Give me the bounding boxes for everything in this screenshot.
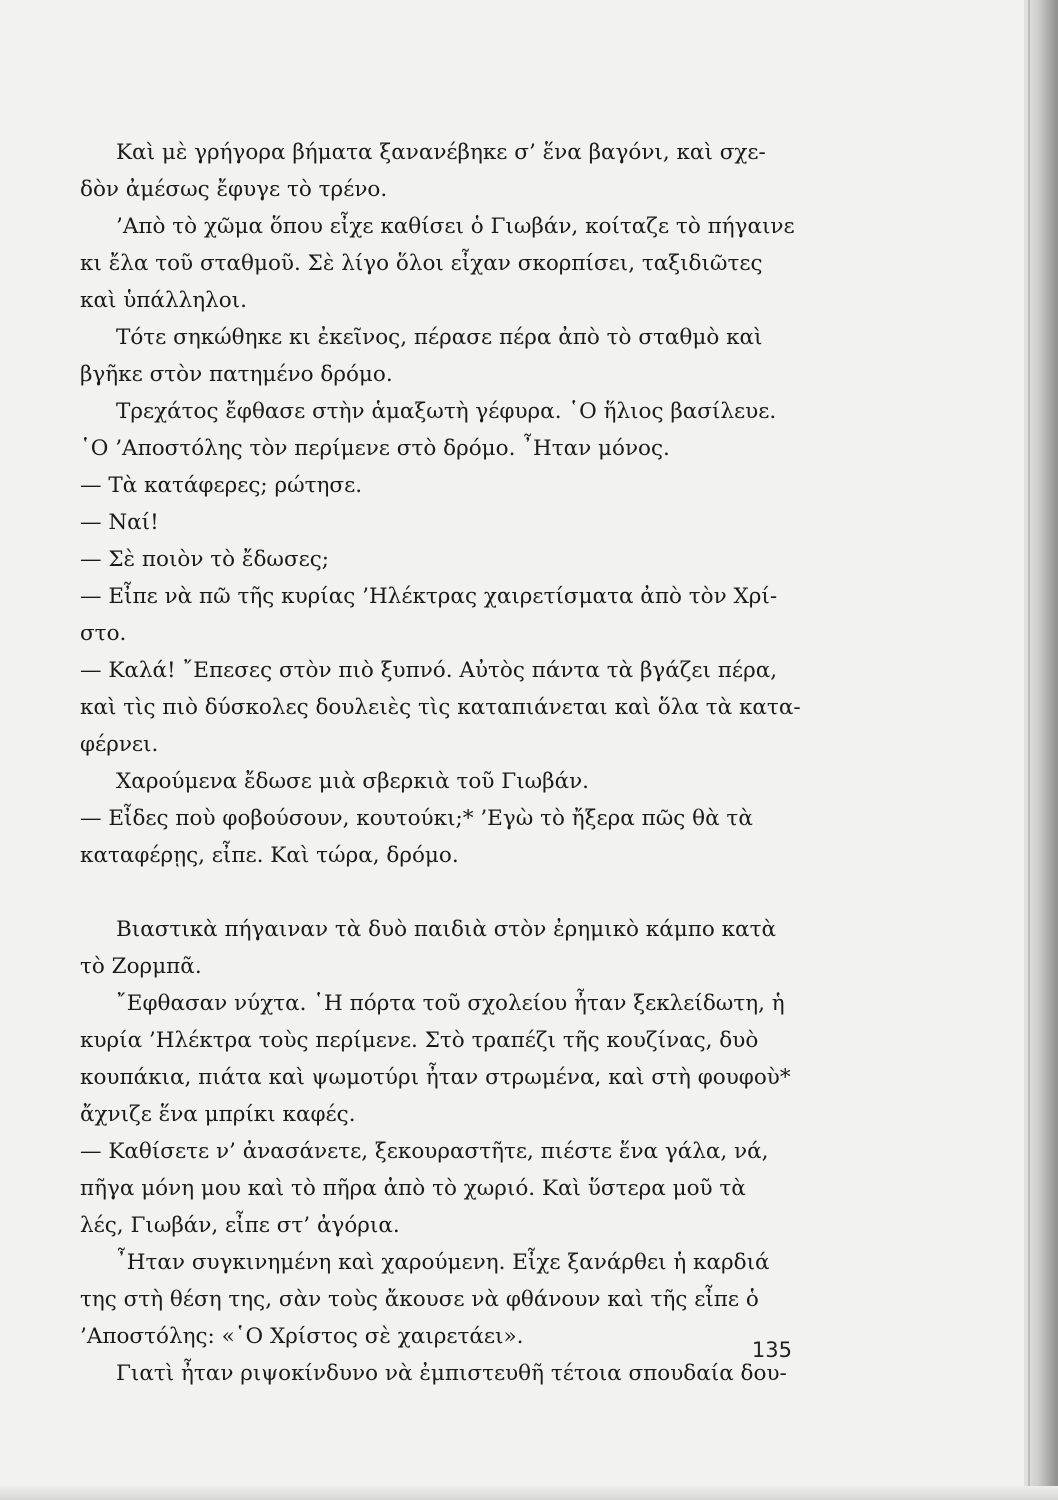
dialogue-line: — Καλά! ῎Επεσες στὸν πιὸ ξυπνό. Αὐτὸς πάντα τὰ βγάζει πέρα, <box>80 658 778 683</box>
page-number: 135 <box>751 1338 792 1362</box>
page-bottom-edge <box>0 1486 1058 1500</box>
text-line: στο. <box>80 621 127 646</box>
text-line: τὸ Ζορμπᾶ. <box>80 954 202 979</box>
dialogue-line: — Εἶδες ποὺ φοβούσουν, κουτούκι;* ’Εγὼ τὸ ἤξερα πῶς θὰ τὰ <box>80 806 753 831</box>
text-line: Βιαστικὰ πήγαιναν τὰ δυὸ παιδιὰ στὸν ἐρημικὸ κάμπο κατὰ <box>116 917 776 942</box>
text-line: της στὴ θέση της, σὰν τοὺς ἄκουσε νὰ φθάνουν καὶ τῆς εἶπε ὁ <box>80 1287 759 1312</box>
text-line: Καὶ μὲ γρήγορα βήματα ξανανέβηκε σ’ ἕνα βαγόνι, καὶ σχε- <box>116 140 766 165</box>
section-break <box>80 874 795 911</box>
dialogue-line: — Εἶπε νὰ πῶ τῆς κυρίας ’Ηλέκτρας χαιρετίσματα ἀπὸ τὸν Χρί- <box>80 584 778 609</box>
text-line: καὶ ὑπάλληλοι. <box>80 288 247 313</box>
text-line: κουπάκια, πιάτα καὶ ψωμοτύρι ἦταν στρωμένα, καὶ στὴ φουφοὺ* <box>80 1065 791 1090</box>
text-line: δὸν ἀμέσως ἔφυγε τὸ τρένο. <box>80 177 388 202</box>
dialogue-line: — Τὰ κατάφερες; ρώτησε. <box>80 473 363 498</box>
text-line: κυρία ’Ηλέκτρα τοὺς περίμενε. Στὸ τραπέζι τῆς κουζίνας, δυὸ <box>80 1028 759 1053</box>
text-line: λές, Γιωβάν, εἶπε στ’ ἀγόρια. <box>80 1213 400 1238</box>
dialogue-line: — Σὲ ποιὸν τὸ ἔδωσες; <box>80 547 330 572</box>
text-line: ῎Εφθασαν νύχτα. ῾Η πόρτα τοῦ σχολείου ἦταν ξεκλείδωτη, ἡ <box>116 991 785 1016</box>
text-line: ’Απὸ τὸ χῶμα ὅπου εἶχε καθίσει ὁ Γιωβάν, κοίταζε τὸ πήγαινε <box>116 214 795 239</box>
text-line: Γιατὶ ἦταν ριψοκίνδυνο νὰ ἐμπιστευθῆ τέτοια σπουδαία δου- <box>116 1361 787 1386</box>
body-text <box>80 134 801 1392</box>
text-line: πῆγα μόνη μου καὶ τὸ πῆρα ἀπὸ τὸ χωριό. Καὶ ὕστερα μοῦ τὰ <box>80 1176 746 1201</box>
text-line: καταφέρῃς, εἶπε. Καὶ τώρα, δρόμο. <box>80 843 459 868</box>
text-line: ῏Ηταν συγκινημένη καὶ χαρούμενη. Εἶχε ξανάρθει ἡ καρδιά <box>116 1250 770 1275</box>
text-line: ῾Ο ’Αποστόλης τὸν περίμενε στὸ δρόμο. ῏Ηταν μόνος. <box>80 436 670 461</box>
text-line: ἄχνιζε ἕνα μπρίκι καφές. <box>80 1102 356 1127</box>
text-line: κι ἔλα τοῦ σταθμοῦ. Σὲ λίγο ὅλοι εἶχαν σκορπίσει, ταξιδιῶτες <box>80 251 763 276</box>
text-line: καὶ τὶς πιὸ δύσκολες δουλειὲς τὶς καταπιάνεται καὶ ὅλα τὰ κατα- <box>80 695 801 720</box>
text-line: Χαρούμενα ἔδωσε μιὰ σβερκιὰ τοῦ Γιωβάν. <box>116 769 590 794</box>
dialogue-line: — Καθίσετε ν’ ἀνασάνετε, ξεκουραστῆτε, πιέστε ἕνα γάλα, νά, <box>80 1139 769 1164</box>
text-line: βγῆκε στὸν πατημένο δρόμο. <box>80 362 393 387</box>
dialogue-line: — Ναί! <box>80 510 159 535</box>
text-line: φέρνει. <box>80 732 159 757</box>
page-edge-line <box>1028 0 1030 1500</box>
text-line: Τότε σηκώθηκε κι ἐκεῖνος, πέρασε πέρα ἀπὸ τὸ σταθμὸ καὶ <box>116 325 763 350</box>
text-line: ’Αποστόλης: «῾Ο Χρίστος σὲ χαιρετάει». <box>80 1324 524 1349</box>
text-line: Τρεχάτος ἔφθασε στὴν ἁμαξωτὴ γέφυρα. ῾Ο ἥλιος βασίλευε. <box>116 399 777 424</box>
